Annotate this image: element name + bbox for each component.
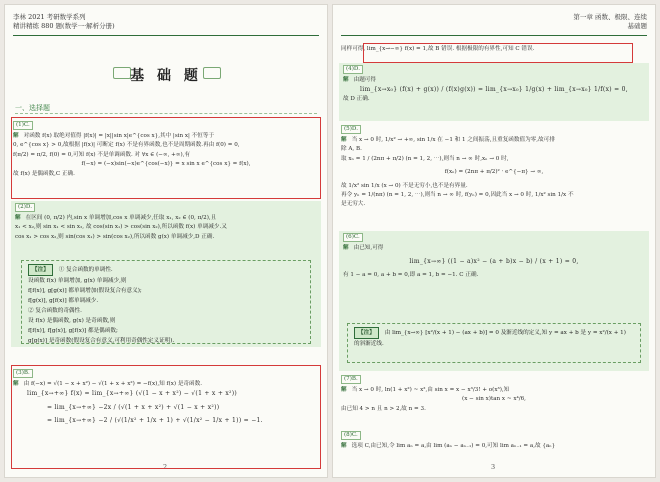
left-page-header [13,13,115,31]
answer-line: 由题可得 [353,77,376,83]
header-rule [341,35,647,36]
solution-marker: 解 [343,77,349,83]
note-box-q6 [347,323,641,363]
solution-marker: 解 [341,137,347,143]
answer-line: 由已知,可得 [353,245,384,251]
note-line: ① 复合函数的单调性. [58,267,113,273]
note-line: 设 f(x) 是偶函数, g(x) 是奇函数,则 [28,318,116,324]
right-page-header [573,13,647,31]
right-page [332,4,656,478]
answer-label: (7)B. [341,375,361,384]
note-box-q2 [21,260,311,344]
header-rule [13,35,319,36]
title-ornament-right [203,67,221,79]
note-line: ② 复合函数的奇偶性. [28,308,82,314]
answer-line: 在区间 (0, π/2) 内,sin x 单调增加,cos x 单调减少,任取 x₁, x₂ ∈ (0, π/2),且 [25,215,217,221]
left-page [4,4,328,478]
answer-q8 [341,429,647,451]
answer-line: 选项 C,由已知,令 lim aₙ = a,由 lim (aₙ − aₙ₋₁) = 0,可知 lim aₙ₋₁ = a,故 {aₙ} [351,443,556,449]
formula-line: f(−x) = (−x)sin(−x)e^{cos(−x)} = x sin x e^{cos x} = f(x), [81,161,251,168]
answer-label: (4)D. [343,65,363,74]
answer-line: 是无穷大. [341,201,366,208]
answer-label: (1)C. [13,121,33,130]
formula-line: f(xₙ) = (2nπ + π/2)² · e^{−π} → ∞, [444,169,544,176]
note-line: 设函数 f(x) 单调增加, g(x) 单调减少,则 [28,278,127,284]
note-line: g[g(x)] 是奇函数(假设复合有意义,可利用奇偶性定义证明). [28,338,175,344]
note-tag: 【注】 [354,327,379,339]
book-title: 精讲精练 880 题(数学一·解析分册) [13,22,115,30]
solution-marker: 解 [15,215,21,221]
answer-line: 有 1 − a = 0, a + b = 0,即 a = 1, b = −1. C 正确. [343,271,479,278]
solution-marker: 解 [341,387,347,393]
answer-label: (3)B. [13,369,33,378]
note-line: f[g(x)], g[f(x)] 都单调减少. [28,298,99,304]
solution-marker: 解 [343,245,349,251]
answer-label: (8)C. [341,431,361,440]
answer-line: 取 xₙ = 1 / (2nπ + π/2) (n = 1, 2, ⋯),则当 n → ∞ 时,xₙ → 0 时, [341,155,509,162]
answer-line: 由已知 4 > n 且 n > 2,故 n = 3. [341,405,426,412]
answer-line: cos x₁ > cos x₂,则 sin(cos x₁) > sin(cos x₂),所以函数 g(x) 单调减少,D 正确. [15,233,215,240]
answer-label: (2)D. [15,203,35,212]
answer-line: 当 x → 0 时, ln(1 + x²) ~ x²,由 sin x = x − x³/3! + o(x³),知 [351,387,510,393]
note-line: 由 lim_{x→∞} [x²/(x + 1) − (ax + b)] = 0 及渐近线的定义,知 y = ax + b 是 y = x²/(x + 1) [384,330,626,336]
answer-line: 0, e^{cos x} > 0,故根据 |f(x)| 可断定 f(x) 不是有界函数,也不是周期函数.再由 f(0) = 0, [13,142,240,149]
formula-line: lim_{x→x₀} (f(x) + g(x)) / (f(x)g(x)) = lim_{x→x₀} 1/g(x) + lim_{x→x₀} 1/f(x) = 0, [360,86,628,94]
series-title: 李林 2021 考研数学系列 [13,13,86,21]
answer-line: f(π/2) = π/2, f(0) = 0,可知 f(x) 不是单调函数. 对 ∀x ∈ (−∞, +∞),有 [13,151,191,158]
note-line: f[f(x)], g[g(x)] 都单调增加(假设复合有意义); [28,288,142,294]
note-tag: 【注】 [28,264,53,276]
section-label: 基础题 [627,22,647,30]
highlight-box-carry-over [363,43,633,63]
note-line: 的斜渐近线. [354,341,384,347]
highlight-box-q1 [11,117,321,199]
formula-line: (x − sin x)tan x ~ x⁴/6, [462,396,526,403]
note-line: f[f(x)], f[g(x)], g[f(x)] 都是偶函数; [28,328,118,334]
choice-questions-heading: 一、选择题 [15,104,50,112]
answer-line: 同样可得, lim_{x→−∞} f(x) = 1,故 B 错误. 根据极限的有界性,可知 C 错误. [341,46,535,52]
answer-label: (6)C. [343,233,363,242]
answer-line: 再令 yₙ = 1/(nπ) (n = 1, 2, ⋯),则当 n → ∞ 时, f(yₙ) = 0,因此当 x → 0 时, 1/x² sin 1/x 不 [341,192,574,199]
page-number: 2 [163,463,168,471]
subhead-rule [15,113,317,114]
chapter-title: 第一章 函数、极限、连续 [573,13,647,21]
answer-line: 当 x → 0 时, 1/x² → +∞, sin 1/x 在 −1 和 1 之间振荡,且重复函数值为零,故可排 [351,137,555,143]
formula-line: = lim_{x→+∞} −2 / (√(1/x² + 1/x + 1) + √(1/x² − 1/x + 1)) = −1. [47,417,263,425]
answer-q7 [341,373,647,414]
answer-label: (5)D. [341,125,361,134]
formula-line: lim_{x→+∞} f(x) = lim_{x→+∞} (√(1 − x + x²) − √(1 + x + x²)) [27,390,238,398]
solution-marker: 解 [341,443,347,449]
answer-line: 故 1/x² sin 1/x (x → 0) 不是无穷小,也不是有界量. [341,182,468,189]
answer-q5 [341,123,647,210]
answer-line: 除 A, B. [341,146,362,153]
formula-line: lim_{x→∞} ((1 − a)x² − (a + b)x − b) / (x + 1) = 0, [409,258,579,266]
answer-line: 由 f(−x) = √(1 − x + x²) − √(1 + x + x²) = −f(x),知 f(x) 是奇函数. [23,381,202,387]
answer-line: 故 D 正确. [343,95,370,102]
solution-marker: 解 [13,133,19,139]
answer-line: 对函数 f(x) 取绝对值得 |f(x)| = |x||sin x|e^{cos x},其中 |sin x| 不恒等于 [23,133,215,139]
answer-line: x₁ < x₂,则 sin x₁ < sin x₂, 故 cos(sin x₁) > cos(sin x₂),所以函数 f(x) 单调减少.又 [15,224,227,231]
answer-q4 [339,63,649,121]
answer-line: 故 f(x) 是偶函数,C 正确. [13,170,75,177]
page-number: 3 [491,463,496,471]
formula-line: = lim_{x→+∞} −2x / (√(1 + x + x²) + √(1 − x + x²)) [47,403,220,411]
highlight-box-q3 [11,365,321,469]
section-title: 基 础 题 [130,68,202,84]
solution-marker: 解 [13,381,19,387]
